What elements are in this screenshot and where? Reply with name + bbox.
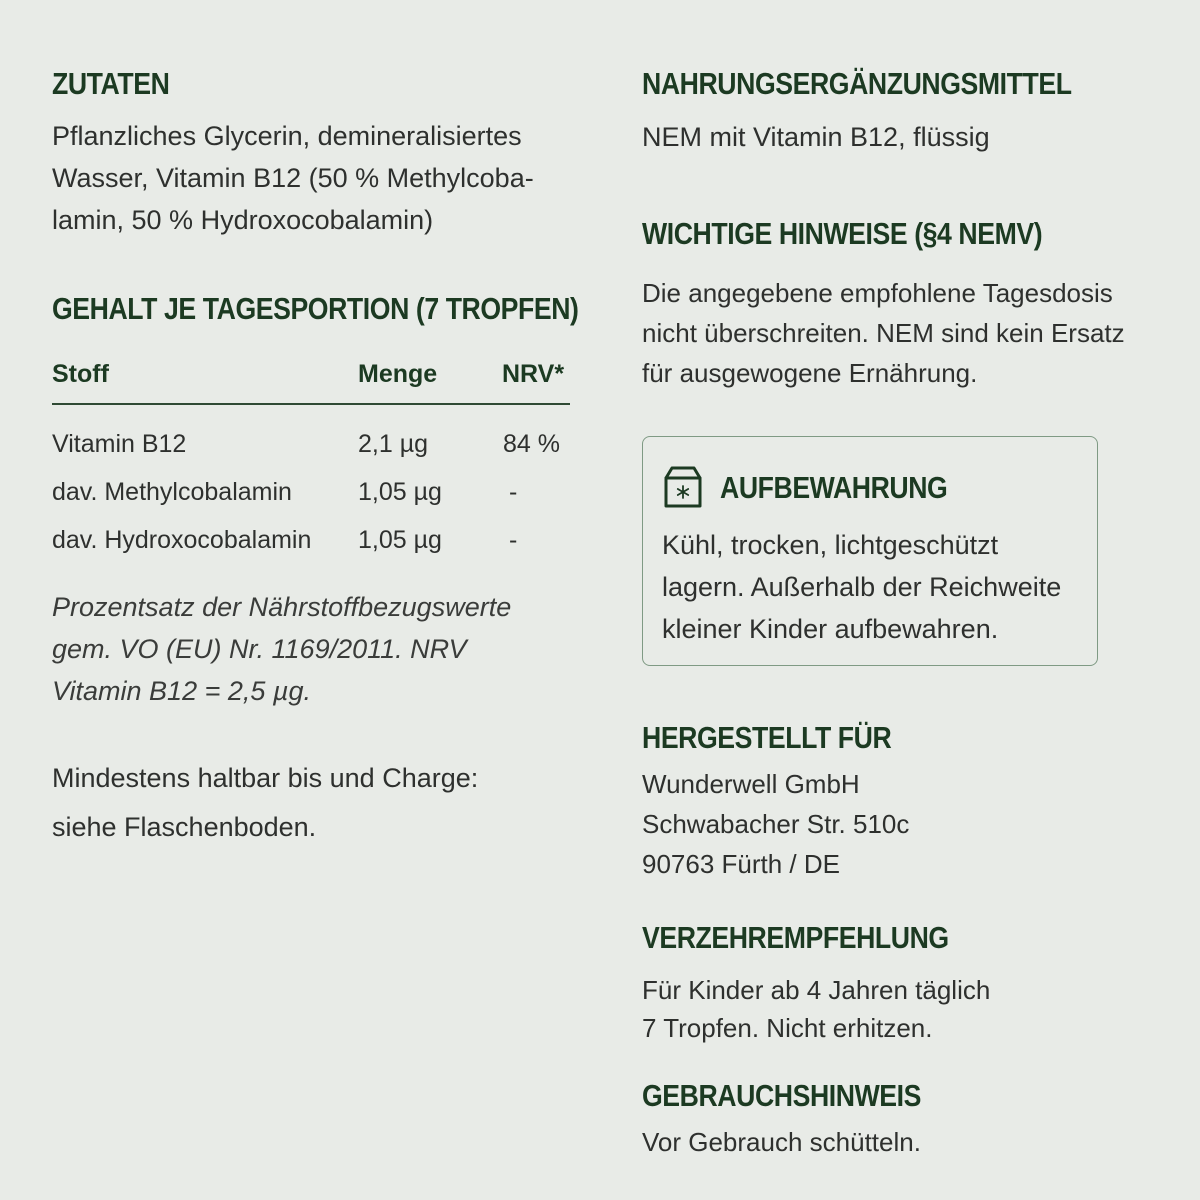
dosage-line: Für Kinder ab 4 Jahren täglich [642, 975, 991, 1005]
ingredients-line: Pflanzliches Glycerin, demineralisiertes [52, 121, 522, 151]
footnote-line: gem. VO (EU) Nr. 1169/2011. NRV [52, 634, 467, 664]
notes-line: Die angegebene empfohlene Tagesdosis [642, 278, 1113, 308]
ingredients-heading: ZUTATEN [52, 66, 170, 101]
box-snowflake-icon [662, 464, 704, 510]
best-before-line: siehe Flaschenboden. [52, 812, 317, 842]
table-cell-amount: 1,05 µg [358, 526, 442, 554]
manufacturer-heading: HERGESTELLT FÜR [642, 720, 892, 755]
address-line: Schwabacher Str. 510c [642, 809, 910, 839]
supplement-text: NEM mit Vitamin B12, flüssig [642, 122, 990, 152]
notes-line: nicht überschreiten. NEM sind kein Ersatz [642, 318, 1125, 348]
usage-text: Vor Gebrauch schütteln. [642, 1127, 921, 1157]
ingredients-line: Wasser, Vitamin B12 (50 % Methylcoba- [52, 163, 534, 193]
ingredients-line: lamin, 50 % Hydroxocobalamin) [52, 205, 434, 235]
table-header-substance: Stoff [52, 360, 109, 388]
table-header-amount: Menge [358, 360, 438, 388]
dosage-text [642, 971, 990, 1047]
notes-heading: WICHTIGE HINWEISE (§4 NEMV) [642, 216, 1043, 251]
table-cell-nrv: - [509, 526, 518, 554]
address-line: 90763 Fürth / DE [642, 849, 840, 879]
storage-heading: AUFBEWAHRUNG [720, 470, 948, 505]
best-before-line: Mindestens haltbar bis und Charge: [52, 763, 479, 793]
table-cell-substance: dav. Hydroxocobalamin [52, 526, 312, 554]
usage-heading: GEBRAUCHSHINWEIS [642, 1078, 921, 1113]
storage-text [662, 524, 1061, 650]
address-line: Wunderwell GmbH [642, 769, 860, 799]
footnote-line: Vitamin B12 = 2,5 µg. [52, 676, 311, 706]
manufacturer-address [642, 764, 909, 884]
storage-line: Kühl, trocken, lichtgeschützt [662, 530, 999, 560]
dosage-line: 7 Tropfen. Nicht erhitzen. [642, 1013, 933, 1043]
nrv-footnote [52, 586, 511, 712]
footnote-line: Prozentsatz der Nährstoffbezugswerte [52, 592, 512, 622]
table-cell-substance: Vitamin B12 [52, 430, 187, 458]
table-cell-nrv: - [509, 478, 518, 506]
table-cell-substance: dav. Methylcobalamin [52, 478, 292, 506]
notes-text [642, 273, 1125, 393]
storage-line: kleiner Kinder aufbewahren. [662, 614, 999, 644]
table-cell-nrv: 84 % [503, 430, 560, 458]
content-heading: GEHALT JE TAGESPORTION (7 TROPFEN) [52, 291, 579, 326]
notes-line: für ausgewogene Ernährung. [642, 358, 978, 388]
table-divider [52, 403, 570, 405]
table-header-nrv: NRV* [502, 360, 565, 388]
supplement-heading: NAHRUNGSERGÄNZUNGSMITTEL [642, 66, 1072, 101]
table-cell-amount: 1,05 µg [358, 478, 442, 506]
dosage-heading: VERZEHREMPFEHLUNG [642, 920, 949, 955]
table-cell-amount: 2,1 µg [358, 430, 429, 458]
ingredients-text [52, 115, 534, 241]
storage-line: lagern. Außerhalb der Reichweite [662, 572, 1062, 602]
